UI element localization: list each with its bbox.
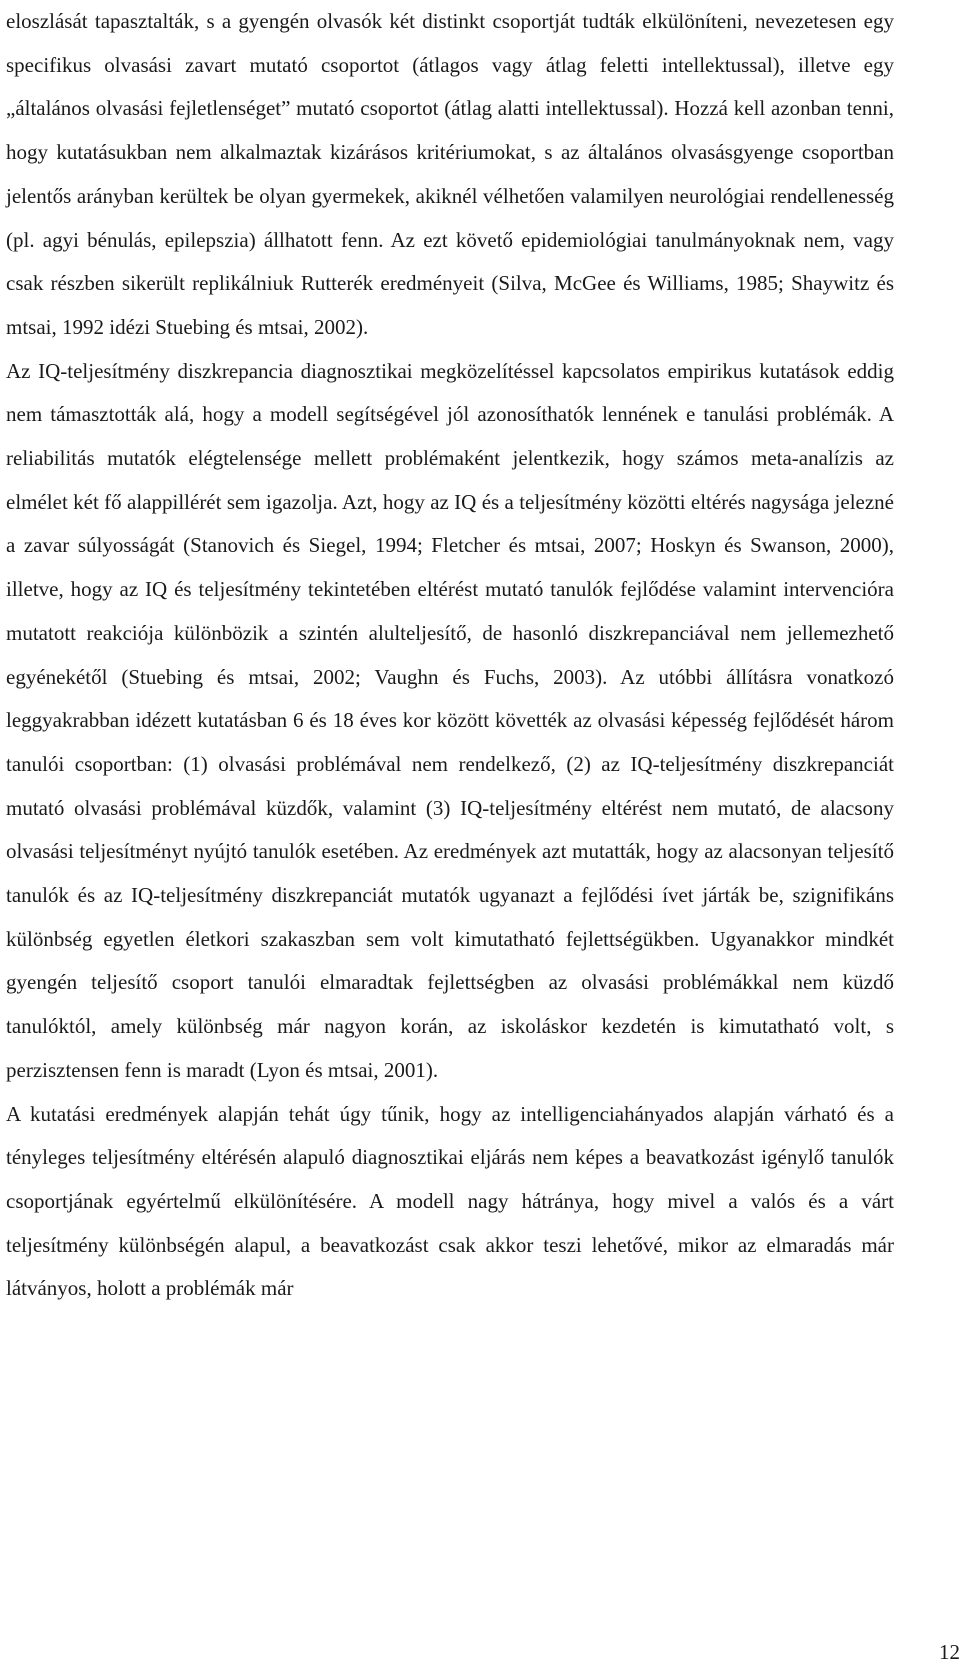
page-number: 12 bbox=[939, 1640, 960, 1664]
document-page bbox=[6, 0, 894, 1675]
paragraph-3: A kutatási eredmények alapján tehát úgy tűnik, hogy az intelligenciahányados alapján várható és a tényleges teljesítmény eltérésén alapuló diagnosztikai eljárás nem képes a beavatkozást igénylő tanulók csoportjának egyértelmű elkülönítésére. A modell nagy hátránya, hogy mivel a valós és a várt teljesítmény különbségén alapul, a beavatkozást csak akkor teszi lehetővé, mikor az elmaradás már látványos, holott a problémák már bbox=[6, 1101, 894, 1301]
paragraph-1: eloszlását tapasztalták, s a gyengén olvasók két distinkt csoportját tudták elkülöníteni, nevezetesen egy specifikus olvasási zavart mutató csoportot (átlagos vagy átlag feletti intellektussal), illetve egy „általános olvasási fejletlenséget” mutató csoportot (átlag alatti intellektussal). Hozzá kell azonban tenni, hogy kutatásukban nem alkalmaztak kizárásos kritériumokat, s az általános olvasásgyenge csoportban jelentős arányban kerültek be olyan gyermekek, akiknél vélhetően valamilyen neurológiai rendellenesség (pl. agyi bénulás, epilepszia) állhatott fenn. Az ezt követő epidemiológiai tanulmányoknak nem, vagy csak részben sikerült replikálniuk Rutterék eredményeit (Silva, McGee és Williams, 1985; Shaywitz és mtsai, 1992 idézi Stuebing és mtsai, 2002). bbox=[6, 9, 894, 339]
paragraph-2: Az IQ-teljesítmény diszkrepancia diagnosztikai megközelítéssel kapcsolatos empirikus kutatások eddig nem támasztották alá, hogy a modell segítségével jól azonosíthatók lennének e tanulási problémák. A reliabilitás mutatók elégtelensége mellett problémaként jelentkezik, hogy számos meta-analízis az elmélet két fő alappillérét sem igazolja. Azt, hogy az IQ és a teljesítmény közötti eltérés nagysága jelezné a zavar súlyosságát (Stanovich és Siegel, 1994; Fletcher és mtsai, 2007; Hoskyn és Swanson, 2000), illetve, hogy az IQ és teljesítmény tekintetében eltérést mutató tanulók fejlődése valamint intervencióra mutatott reakciója különbözik a szintén alulteljesítő, de hasonló diszkrepanciával nem jellemezhető egyénekétől (Stuebing és mtsai, 2002; Vaughn és Fuchs, 2003). Az utóbbi állításra vonatkozó leggyakrabban idézett kutatásban 6 és 18 éves kor között követték az olvasási képesség fejlődését három tanulói csoportban: (1) olvasási problémával nem rendelkező, (2) az IQ-teljesítmény diszkrepanciát mutató olvasási problémával küzdők, valamint (3) IQ-teljesítmény eltérést nem mutató, de alacsony olvasási teljesítményt nyújtó tanulók esetében. Az eredmények azt mutatták, hogy az alacsonyan teljesítő tanulók és az IQ-teljesítmény diszkrepanciát mutatók ugyanazt a fejlődési ívet járták be, szignifikáns különbség egyetlen életkori szakaszban sem volt kimutatható fejlettségükben. Ugyanakkor mindkét gyengén teljesítő csoport tanulói elmaradtak fejlettségben az olvasási problémákkal nem küzdő tanulóktól, amely különbség már nagyon korán, az iskoláskor kezdetén is kimutatható volt, s perzisztensen fenn is maradt (Lyon és mtsai, 2001). bbox=[6, 358, 894, 1082]
